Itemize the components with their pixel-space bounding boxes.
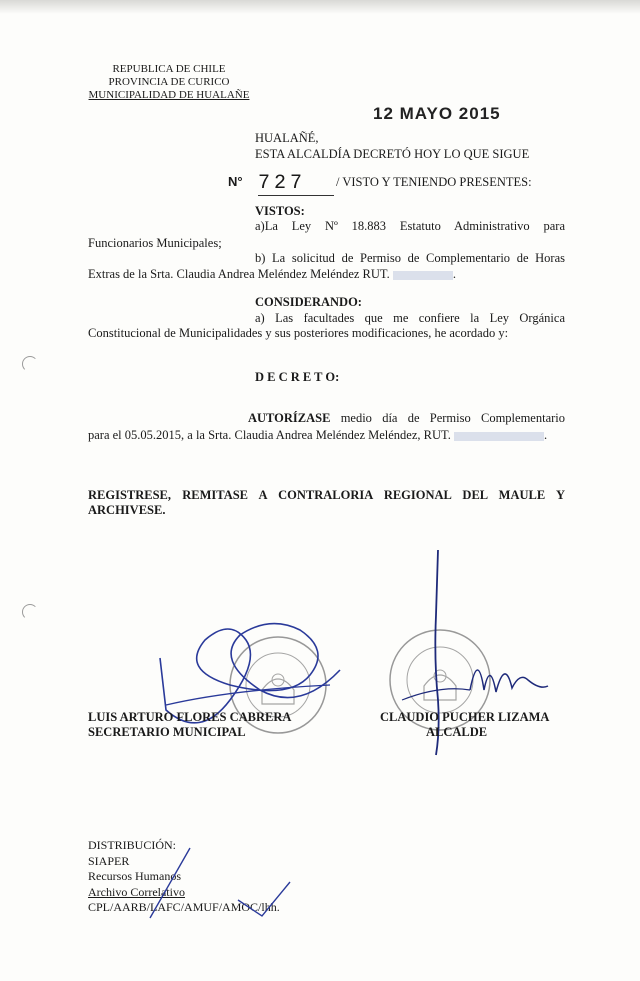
decreto-line1 bbox=[248, 410, 565, 426]
registrese-line1: REGISTRESE, REMITASE A CONTRALORIA REGIONAL DEL MAULE Y bbox=[88, 488, 565, 502]
decreto-line2-end: . bbox=[543, 428, 548, 442]
number-prefix: N° bbox=[228, 174, 243, 189]
decreto-line2: para el 05.05.2015, a la Srta. Claudia Andrea Meléndez Meléndez, RUT. bbox=[88, 428, 451, 442]
scan-edge bbox=[0, 0, 640, 14]
considerando-heading: CONSIDERANDO: bbox=[255, 295, 362, 309]
header-province: PROVINCIA DE CURICO bbox=[108, 76, 230, 88]
considerando-a-cont: Constitucional de Municipalidades y sus posteriores modificaciones, he acordado y: bbox=[88, 326, 509, 340]
signature-left bbox=[160, 624, 340, 723]
decree-intro-line: ESTA ALCALDÍA DECRETÓ HOY LO QUE SIGUE bbox=[255, 147, 530, 161]
punch-hole-mark bbox=[22, 356, 38, 372]
vistos-b-end: . bbox=[452, 267, 456, 281]
visto-line: / VISTO Y TENIENDO PRESENTES: bbox=[336, 175, 532, 189]
vistos-a-cont: Funcionarios Municipales; bbox=[88, 236, 222, 250]
place-line: HUALAÑÉ, bbox=[255, 131, 319, 145]
vistos-b-cont: Extras de la Srta. Claudia Andrea Meléndez Meléndez RUT. bbox=[88, 267, 390, 281]
decreto-heading: D E C R E T O: bbox=[255, 370, 340, 384]
header-republic: REPUBLICA DE CHILE bbox=[112, 63, 226, 75]
decreto-line1-rest: medio día de Permiso Complementario bbox=[330, 411, 565, 425]
vistos-heading: VISTOS: bbox=[255, 204, 305, 218]
signer-left-title: SECRETARIO MUNICIPAL bbox=[88, 725, 246, 739]
vistos-a: a)La Ley Nº 18.883 Estatuto Administrativo para bbox=[255, 219, 565, 233]
decreto-line2-row bbox=[88, 427, 547, 443]
considerando-a: a) Las facultades que me confiere la Ley Orgánica bbox=[255, 311, 565, 325]
redacted-rut bbox=[393, 271, 453, 280]
vistos-b: b) La solicitud de Permiso de Complementario de Horas bbox=[255, 251, 565, 265]
signer-right-name: CLAUDIO PUCHER LIZAMA bbox=[380, 710, 550, 724]
distribucion-item: SIAPER bbox=[88, 853, 130, 868]
redacted-rut-2 bbox=[454, 432, 544, 441]
autorizase-word: AUTORÍZASE bbox=[248, 411, 331, 425]
signer-left-name: LUIS ARTURO FLORES CABRERA bbox=[88, 710, 292, 724]
signer-right-title: ALCALDE bbox=[426, 725, 488, 739]
date-stamp: 12 MAYO 2015 bbox=[373, 104, 501, 123]
header-block bbox=[88, 63, 250, 102]
distribucion-item: CPL/AARB/LAFC/AMUF/AMOC/lhh. bbox=[88, 900, 280, 914]
distribution-check-marks bbox=[0, 830, 640, 930]
distribucion-heading: DISTRIBUCIÓN: bbox=[88, 838, 177, 852]
decree-number: 727 bbox=[258, 172, 334, 196]
header-municipality: MUNICIPALIDAD DE HUALAÑE bbox=[88, 89, 250, 101]
distribucion-item: Recursos Humanos bbox=[88, 869, 181, 883]
vistos-b-cont-row bbox=[88, 266, 456, 282]
signatures-graphic bbox=[0, 540, 640, 780]
distribucion-item: Archivo Correlativo bbox=[88, 884, 185, 899]
registrese-line2: ARCHIVESE. bbox=[88, 503, 166, 517]
